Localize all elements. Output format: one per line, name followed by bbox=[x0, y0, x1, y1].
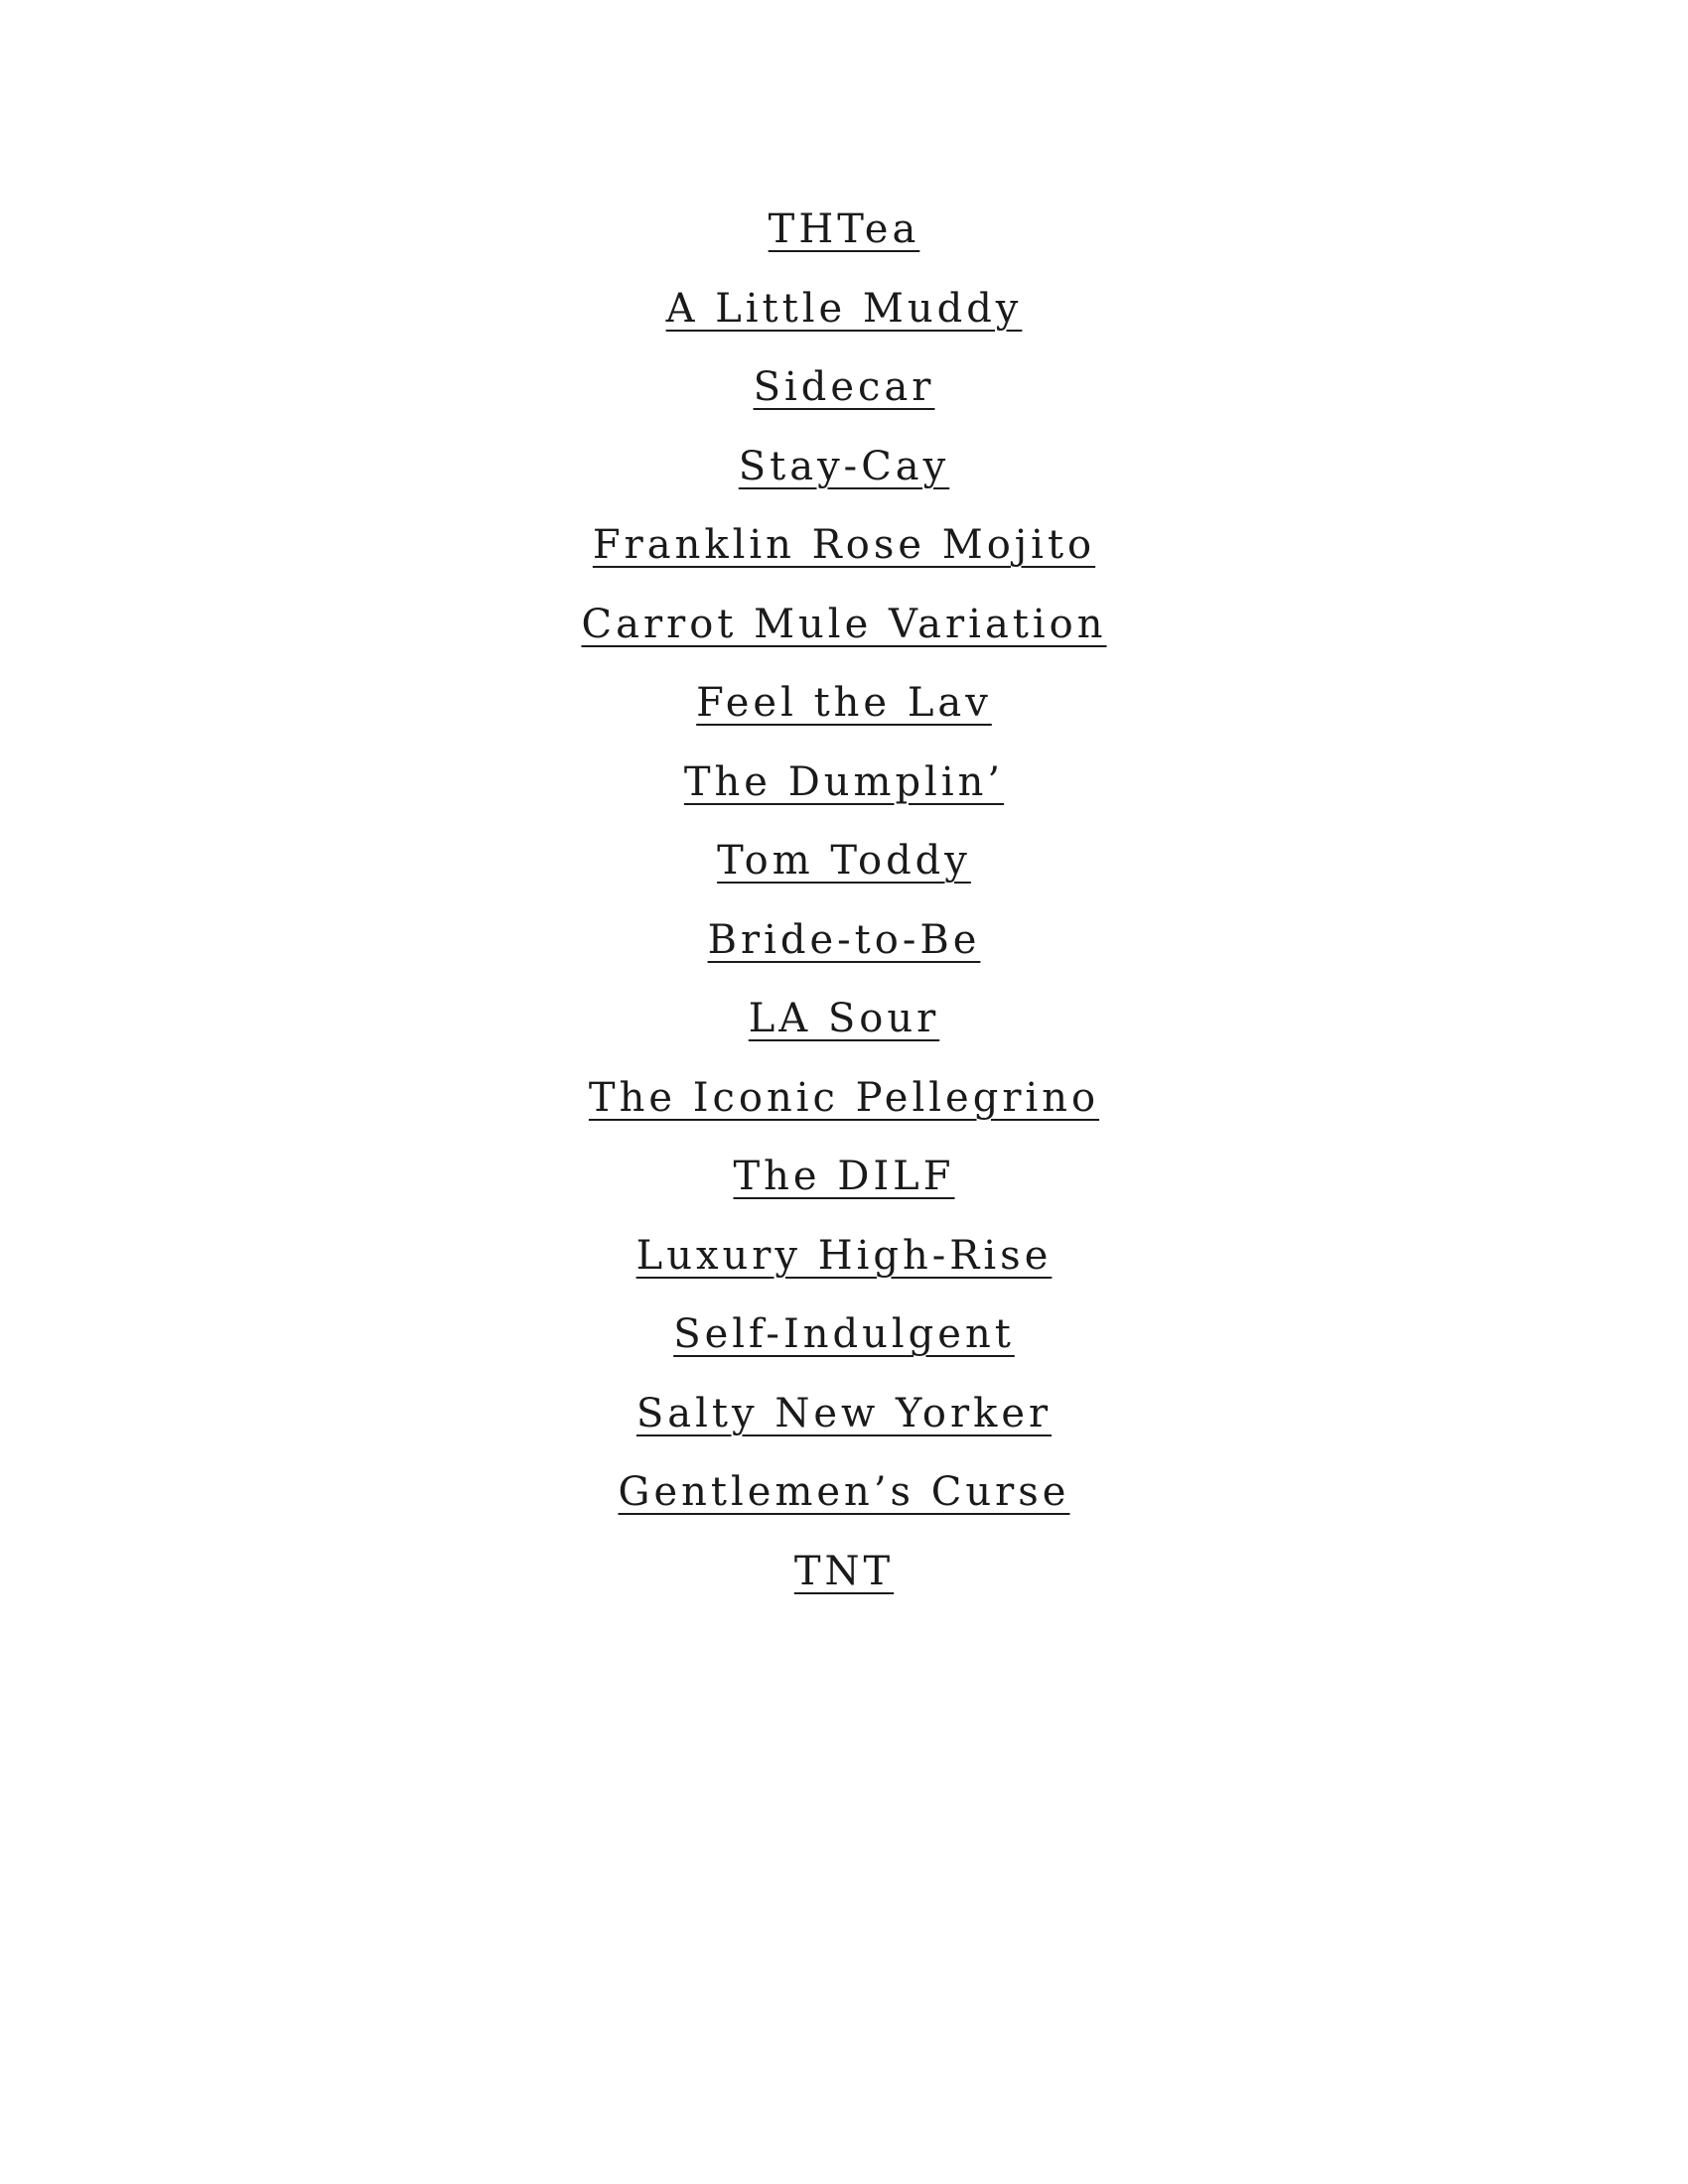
cocktail-link-self-indulgent[interactable]: Self-Indulgent bbox=[673, 1311, 1015, 1357]
list-item bbox=[0, 1533, 1688, 1612]
list-item bbox=[0, 1453, 1688, 1533]
cocktail-link-the-iconic-pellegrino[interactable]: The Iconic Pellegrino bbox=[588, 1074, 1100, 1121]
list-item bbox=[0, 348, 1688, 428]
cocktail-link-luxury-high-rise[interactable]: Luxury High-Rise bbox=[635, 1232, 1053, 1279]
cocktail-link-sidecar[interactable]: Sidecar bbox=[753, 364, 935, 410]
cocktail-link-feel-the-lav[interactable]: Feel the Lav bbox=[696, 680, 992, 726]
list-item bbox=[0, 191, 1688, 270]
cocktail-link-thtea[interactable]: THTea bbox=[768, 206, 920, 252]
list-item bbox=[0, 428, 1688, 507]
list-item bbox=[0, 270, 1688, 349]
cocktail-link-tnt[interactable]: TNT bbox=[793, 1548, 895, 1594]
cocktail-link-stay-cay[interactable]: Stay-Cay bbox=[738, 443, 950, 489]
list-item bbox=[0, 980, 1688, 1059]
list-item bbox=[0, 1138, 1688, 1217]
cocktail-link-salty-new-yorker[interactable]: Salty New Yorker bbox=[635, 1390, 1053, 1436]
list-item bbox=[0, 586, 1688, 665]
cocktail-link-the-dumplin[interactable]: The Dumplin’ bbox=[683, 758, 1005, 805]
cocktail-link-gentlemens-curse[interactable]: Gentlemen’s Curse bbox=[618, 1469, 1070, 1515]
list-item bbox=[0, 901, 1688, 981]
cocktail-link-the-dilf[interactable]: The DILF bbox=[733, 1154, 955, 1199]
list-item bbox=[0, 1375, 1688, 1454]
list-item bbox=[0, 506, 1688, 586]
cocktail-link-a-little-muddy[interactable]: A Little Muddy bbox=[665, 285, 1023, 332]
list-item bbox=[0, 1059, 1688, 1139]
list-item bbox=[0, 664, 1688, 744]
list-item bbox=[0, 822, 1688, 901]
cocktail-link-franklin-rose-mojito[interactable]: Franklin Rose Mojito bbox=[592, 522, 1096, 568]
cocktail-menu-list bbox=[0, 191, 1688, 1611]
cocktail-link-tom-toddy[interactable]: Tom Toddy bbox=[717, 838, 971, 884]
cocktail-link-bride-to-be[interactable]: Bride-to-Be bbox=[707, 916, 981, 963]
list-item bbox=[0, 744, 1688, 823]
list-item bbox=[0, 1296, 1688, 1375]
list-item bbox=[0, 1217, 1688, 1297]
cocktail-link-carrot-mule-variation[interactable]: Carrot Mule Variation bbox=[581, 601, 1107, 647]
cocktail-link-la-sour[interactable]: LA Sour bbox=[748, 996, 940, 1041]
